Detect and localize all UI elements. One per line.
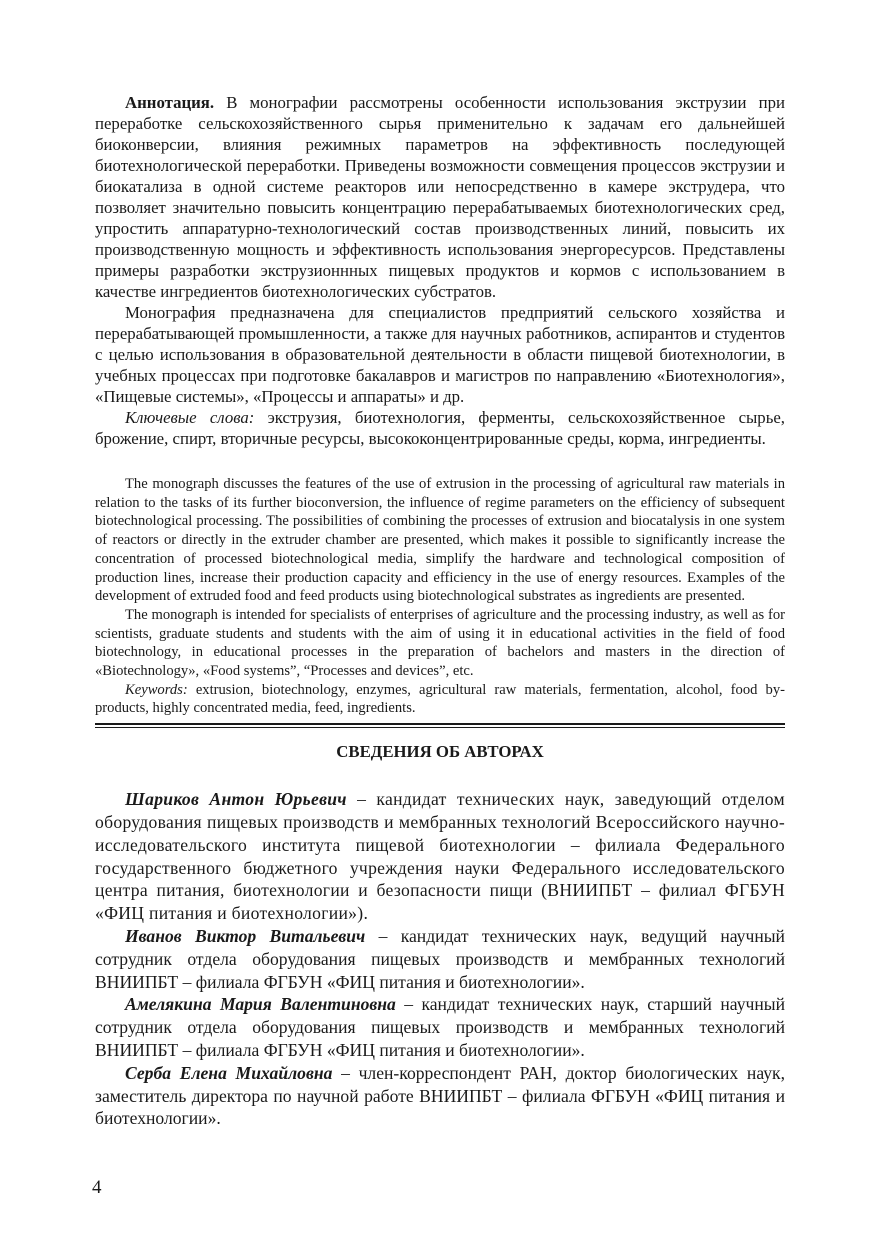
author-description: – кандидат технических наук, заведующий отделом оборудования пищевых производств и мембранных технологий Всероссийского научно-исследовательского института пищевой биотехнологии – филиала Федерального государственного бюджетного учреждения науки Федерального исследовательского центра питания, биотехнологии и безопасности пищи (ВНИИПБТ – филиал ФГБУН «ФИЦ питания и биотехнологии»). bbox=[95, 789, 785, 924]
author-description: – член-корреспондент РАН, доктор биологических наук, заместитель директора по научной работе ВНИИПБТ – филиала ФГБУН «ФИЦ питания и биотехнологии». bbox=[95, 1062, 785, 1129]
annotation-en-paragraph-2: The monograph is intended for specialists of enterprises of agriculture and the processing industry, as well as for scientists, graduate students and students with the aim of using it in educational activities in the field of food biotechnology, in educational processes in the preparation of bachelors and masters in the direction of «Biotechnology», «Food systems”, “Processes and devices”, etc. bbox=[95, 606, 785, 680]
author-entry bbox=[95, 1062, 785, 1130]
author-name: Серба Елена Михайловна bbox=[125, 1062, 333, 1083]
keywords-ru-label: Ключевые слова: bbox=[125, 408, 255, 427]
authors-list bbox=[95, 788, 785, 1130]
annotation-label: Аннотация. bbox=[125, 93, 215, 112]
annotation-ru-text-1: В монографии рассмотрены особенности использования экструзии при переработке сельскохозяйственного сырья применительно к задачам его дальнейшей биоконверсии, влияния режимных параметров на эффективность последующей биотехнологической переработки. Приведены возможности совмещения процессов экструзии и биокатализа в одной системе реакторов или непосредственно в камере экструдера, что позволяет значительно повысить концентрацию перерабатываемых биотехнологических сред, упростить аппаратурно-технологический состав производственных линий, повысить их производственную мощность и эффективность использования энергоресурсов. Представлены примеры разработки экструзионнных пищевых продуктов и кормов с использованием в качестве ингредиентов биотехнологических субстратов. bbox=[95, 93, 785, 301]
page-content bbox=[95, 92, 785, 1130]
keywords-en-label: Keywords: bbox=[125, 681, 188, 698]
author-entry bbox=[95, 788, 785, 925]
annotation-ru bbox=[95, 92, 785, 449]
section-divider bbox=[95, 723, 785, 728]
annotation-en-paragraph-1: The monograph discusses the features of the use of extrusion in the processing of agricultural raw materials in relation to the tasks of its further bioconversion, the influence of regime parameters on the efficiency of subsequent biotechnological processing. The possibilities of combining the processes of extrusion and biocatalysis in one system of reactors or directly in the extruder chamber are presented, which makes it possible to significantly increase the concentration of processed biotechnological media, simplify the hardware and technological composition of production lines, increase their production capacity and efficiency in the use of energy resources. Examples of the development of extruded food and feed products using biotechnological substrates as ingredients are presented. bbox=[95, 476, 785, 605]
author-name: Шариков Антон Юрьевич bbox=[125, 789, 347, 810]
annotation-en bbox=[95, 475, 785, 718]
keywords-ru bbox=[95, 407, 785, 449]
page-number: 4 bbox=[92, 1177, 102, 1198]
keywords-en bbox=[95, 681, 785, 718]
author-description: – кандидат технических наук, ведущий научный сотрудник отдела оборудования пищевых производств и мембранных технологий ВНИИПБТ – филиала ФГБУН «ФИЦ питания и биотехнологии». bbox=[95, 925, 785, 992]
author-description: – кандидат технических наук, старший научный сотрудник отдела оборудования пищевых производств и мембранных технологий ВНИИПБТ – филиала ФГБУН «ФИЦ питания и биотехнологии». bbox=[95, 994, 785, 1060]
author-name: Амелякина Мария Валентиновна bbox=[125, 994, 396, 1015]
authors-section-title: СВЕДЕНИЯ ОБ АВТОРАХ bbox=[336, 742, 544, 762]
author-entry bbox=[95, 925, 785, 993]
author-name: Иванов Виктор Витальевич bbox=[125, 925, 366, 946]
keywords-en-text: extrusion, biotechnology, enzymes, agricultural raw materials, fermentation, alcohol, food by-products, highly concentrated media, feed, ingredients. bbox=[95, 681, 785, 717]
author-entry bbox=[95, 993, 785, 1061]
keywords-ru-text: экструзия, биотехнология, ферменты, сельскохозяйственное сырье, брожение, спирт, вторичные ресурсы, высококонцентрированные среды, корма, ингредиенты. bbox=[95, 408, 785, 448]
annotation-ru-paragraph-2: Монография предназначена для специалистов предприятий сельского хозяйства и перерабатывающей промышленности, а также для научных работников, аспирантов и студентов с целью использования в образовательной деятельности в области пищевой биотехнологии, в учебных процессах при подготовке бакалавров и магистров по направлению «Биотехнология», «Пищевые системы», «Процессы и аппараты» и др. bbox=[95, 303, 785, 406]
annotation-ru-paragraph-1 bbox=[95, 92, 785, 302]
